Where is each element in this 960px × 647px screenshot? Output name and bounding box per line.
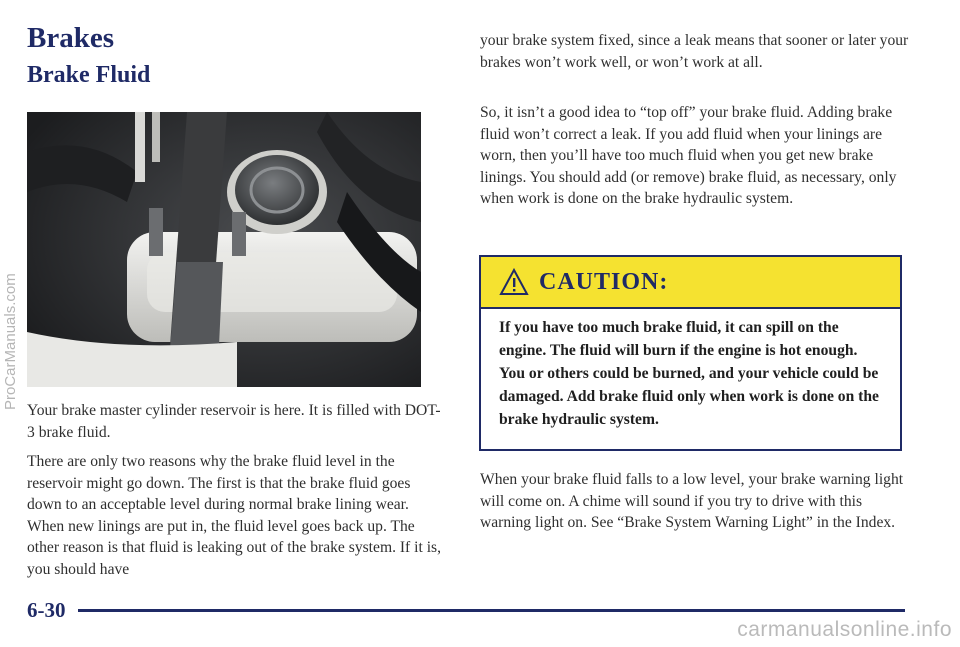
page-number: 6-30 (27, 598, 66, 622)
footer-rule (78, 609, 905, 612)
bottom-watermark: carmanualsonline.info (737, 618, 952, 641)
subsection-title: Brake Fluid (27, 62, 151, 88)
warning-triangle-icon (499, 268, 529, 296)
brake-fluid-level-paragraph: There are only two reasons why the brake fluid level in the reservoir might go down. The first is that the brake fluid goes down to an acceptable level during normal brake lining wear. When new linings are put in, the fluid level goes back up. The other reason is that fluid is leaking out of the brake system. If it is, you should have (27, 453, 442, 578)
photo-caption: Your brake master cylinder reservoir is here. It is filled with DOT-3 brake fluid. (27, 402, 441, 441)
warning-light-paragraph: When your brake fluid falls to a low level, your brake warning light will come on. A chime will sound if you try to drive with this warning light on. See “Brake System Warning Light” in the Index. (480, 471, 904, 531)
caution-text: If you have too much brake fluid, it can spill on the engine. The fluid will burn if the engine is hot enough. You or others could be burned, and your vehicle could be damaged. Add brake fluid only when work is done on the brake hydraulic system. (499, 319, 879, 428)
top-off-paragraph: So, it isn’t a good idea to “top off” your brake fluid. Adding brake fluid won’t correct a leak. If you add fluid when your linings are worn, then you’ll have too much fluid when you get new brake linings. You should add (or remove) brake fluid, as necessary, only when work is done on the brake hydraulic system. (480, 104, 897, 207)
caution-label: CAUTION: (539, 268, 669, 295)
side-watermark: ProCarManuals.com (2, 273, 19, 410)
section-title: Brakes (27, 22, 114, 54)
brake-reservoir-photo (27, 112, 421, 387)
caution-header (481, 257, 900, 309)
leak-paragraph: your brake system fixed, since a leak means that sooner or later your brakes won’t work well, or won’t work at all. (480, 32, 909, 71)
caution-box (479, 255, 902, 451)
